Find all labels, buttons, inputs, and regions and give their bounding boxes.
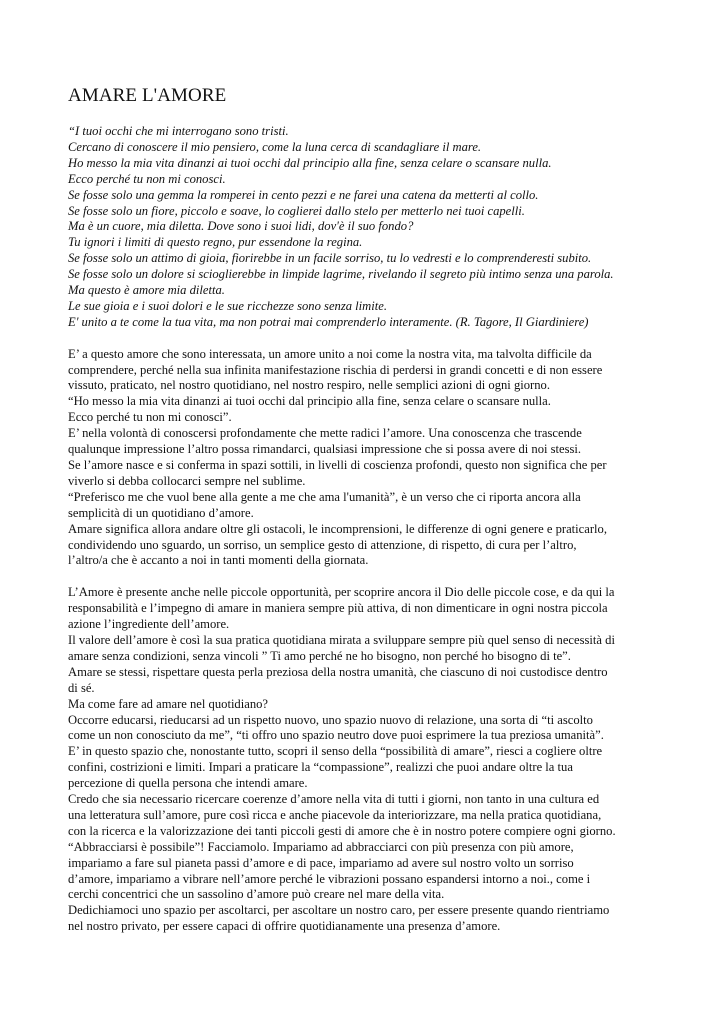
text-line: impariamo a fare sul pianeta passi d’amore e di pace, impariamo ad avere sul nostro volto un sorriso <box>68 855 574 870</box>
poem-line: Ho messo la mia vita dinanzi ai tuoi occhi dal principio alla fine, senza celare o scansare nulla. <box>68 155 552 170</box>
text-line: come un non conosciuto da me”, “ti offro uno spazio neutro dove puoi esprimere la tua preziosa umanità”. <box>68 728 604 743</box>
text-line: l’altro/a che è accanto a noi in tanti momenti della giornata. <box>68 553 369 568</box>
text-line: comprendere, perché nella sua infinita manifestazione rischia di perdersi in grandi concetti e di non essere <box>68 362 603 377</box>
text-line: “Abbracciarsi è possibile”! Facciamolo. Impariamo ad abbracciarci con più presenza con più amore, <box>68 839 574 854</box>
text-line: con la ricerca e la valorizzazione dei tanti piccoli gesti di amore che è in nostro potere compiere ogni giorno. <box>68 823 616 838</box>
text-line: d’amore, impariamo a vibrare nell’amore perché le vibrazioni possano espandersi intorno a noi., come i <box>68 871 591 886</box>
text-line: Amare significa allora andare oltre gli ostacoli, le incomprensioni, le differenze di ogni genere e praticarlo, <box>68 521 607 536</box>
poem-line: Ma questo è amore mia diletta. <box>68 283 225 298</box>
poem-line: Cercano di conoscere il mio pensiero, come la luna cerca di scandagliare il mare. <box>68 139 482 154</box>
text-line: vissuto, praticato, nel nostro quotidiano, nel nostro respiro, nelle semplici azioni di ogni giorno. <box>68 378 550 393</box>
text-line: cerchi concentrici che un sassolino d’amore può creare nel mare della vita. <box>68 887 445 902</box>
text-line: L’Amore è presente anche nelle piccole opportunità, per scoprire ancora il Dio delle piccole cose, e da qui la <box>68 585 615 600</box>
text-line: di sé. <box>68 680 95 695</box>
poem-quote <box>68 124 668 331</box>
poem-line: E' unito a te come la tua vita, ma non potrai mai comprenderlo interamente. (R. Tagore, Il Giardiniere) <box>68 314 589 329</box>
paragraph-1 <box>68 347 668 570</box>
paragraph-2 <box>68 585 668 935</box>
text-line: “Preferisco me che vuol bene alla gente a me che ama l'umanità”, è un verso che ci riporta ancora alla <box>68 489 581 504</box>
text-line: responsabilità e l’impegno di amare in maniera sempre più attiva, di non dimenticare in ogni nostra piccola <box>68 601 608 616</box>
document-page <box>68 84 668 935</box>
poem-line: Le sue gioia e i suoi dolori e le sue ricchezze sono senza limite. <box>68 298 388 313</box>
text-line: Amare se stessi, rispettare questa perla preziosa della nostra umanità, che ciascuno di noi custodisce dentro <box>68 664 608 679</box>
poem-line: Se fosse solo una gemma la romperei in cento pezzi e ne farei una catena da metterti al collo. <box>68 187 539 202</box>
text-line: viverlo si debba collocarci sempre nel sublime. <box>68 473 306 488</box>
text-line: condividendo uno sguardo, un sorriso, un semplice gesto di attenzione, di rispetto, di cura per l’altro, <box>68 537 577 552</box>
poem-line: Ma è un cuore, mia diletta. Dove sono i suoi lidi, dov'è il suo fondo? <box>68 219 414 234</box>
poem-line: Se fosse solo un attimo di gioia, fiorirebbe in un facile sorriso, tu lo vedresti e lo comprenderesti subito. <box>68 251 592 266</box>
document-title: AMARE L'AMORE <box>68 85 227 106</box>
text-line: Ecco perché tu non mi conosci”. <box>68 410 232 425</box>
text-line: percezione di quella persona che intendi amare. <box>68 776 308 791</box>
text-line: confini, costrizioni e limiti. Impari a praticare la “compassione”, realizzi che puoi andare oltre la tua <box>68 760 573 775</box>
text-line: una letteratura sull’amore, pure così ricca e anche piacevole da interiorizzare, ma nella pratica quotidiana, <box>68 807 602 822</box>
poem-line: Se fosse solo un dolore si scioglierebbe in limpide lagrime, rivelando il segreto più intimo senza una parola. <box>68 267 614 282</box>
text-line: Il valore dell’amore è così la sua pratica quotidiana mirata a sviluppare sempre più quel senso di necessità di <box>68 632 615 647</box>
text-line: Occorre educarsi, rieducarsi ad un rispetto nuovo, uno spazio nuovo di relazione, una sorta di “ti ascolto <box>68 712 593 727</box>
text-line: Se l’amore nasce e si conferma in spazi sottili, in livelli di coscienza profondi, questo non significa che per <box>68 458 607 473</box>
text-line: Credo che sia necessario ricercare coerenze d’amore nella vita di tutti i giorni, non tanto in una cultura ed <box>68 792 600 807</box>
text-line: amare senza condizioni, senza vincoli ” Ti amo perché ne ho bisogno, non perché ho bisogno di te”. <box>68 648 571 663</box>
text-line: E’ nella volontà di conoscersi profondamente che mette radici l’amore. Una conoscenza che trascende <box>68 426 582 441</box>
text-line: “Ho messo la mia vita dinanzi ai tuoi occhi dal principio alla fine, senza celare o scansare nulla. <box>68 394 551 409</box>
text-line: E’ a questo amore che sono interessata, un amore unito a noi come la nostra vita, ma talvolta difficile da <box>68 346 592 361</box>
text-line: E’ in questo spazio che, nonostante tutto, scopri il senso della “possibilità di amare”, riesci a cogliere oltre <box>68 744 603 759</box>
text-line: Dedichiamoci uno spazio per ascoltarci, per ascoltare un nostro caro, per essere presente quando rientriamo <box>68 903 610 918</box>
poem-line: “I tuoi occhi che mi interrogano sono tristi. <box>68 124 289 138</box>
text-line: azione l’ingrediente dell’amore. <box>68 617 230 632</box>
poem-line: Tu ignori i limiti di questo regno, pur essendone la regina. <box>68 235 363 250</box>
text-line: nel nostro privato, per essere capaci di offrire quotidianamente una presenza d’amore. <box>68 919 501 934</box>
paragraph-spacer <box>68 569 668 585</box>
text-line: semplicità di un quotidiano d’amore. <box>68 505 254 520</box>
poem-line: Se fosse solo un fiore, piccolo e soave, lo coglierei dallo stelo per metterlo nei tuoi capelli. <box>68 203 525 218</box>
paragraph-spacer <box>68 331 668 347</box>
text-line: Ma come fare ad amare nel quotidiano? <box>68 696 269 711</box>
poem-line: Ecco perché tu non mi conosci. <box>68 171 226 186</box>
text-line: qualunque impressione l’altro possa rimandarci, qualsiasi impressione che si possa avere di noi stessi. <box>68 442 582 457</box>
